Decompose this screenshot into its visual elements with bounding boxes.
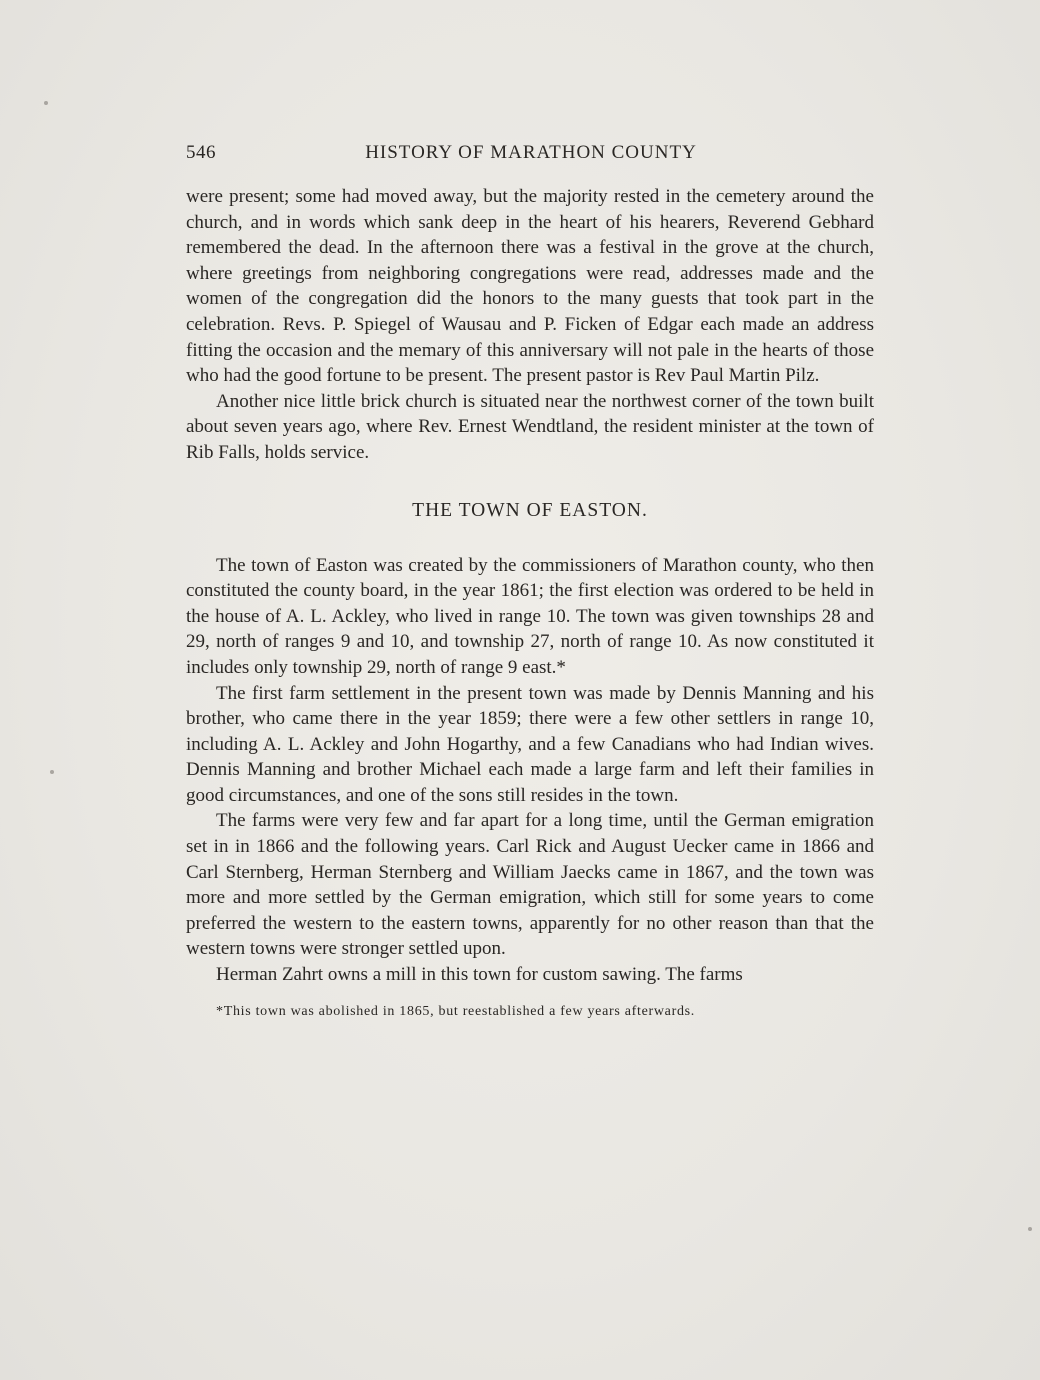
paragraph-german-emigration: The farms were very few and far apart for a long time, until the German emigration set in in 1866 and the following years. Carl Rick and August Uecker came in 1866 and Carl Sternberg, Herman Sternberg and William Jaecks came in 1867, and the town was more and more settled by the German emigration, which still for some years to come preferred the western to the eastern towns, apparently for no other reason than that the western towns were stronger settled upon.: [186, 810, 874, 960]
paper-speck: [1028, 1227, 1032, 1231]
paragraph-mill: Herman Zahrt owns a mill in this town for custom sawing. The farms: [216, 964, 743, 986]
page-number: 546: [186, 142, 216, 163]
paragraph-town-created: The town of Easton was created by the commissioners of Marathon county, who then constituted the county board, in the year 1861; the first election was ordered to be held in the house of A. L. Ackley, who lived in range 10. The town was given townships 28 and 29, north of ranges 9 and 10, and township 27, north of range 10. As now constituted it includes only township 29, north of range 9 east.*: [186, 554, 874, 678]
running-title: HISTORY OF MARATHON COUNTY: [365, 142, 697, 163]
section-heading: THE TOWN OF EASTON.: [412, 499, 648, 521]
paragraph-continued: were present; some had moved away, but the majority rested in the cemetery around the church, and in words which sank deep in the heart of his hearers, Reverend Gebhard remembered the dead. In the afternoon there was a festival in the grove at the church, where greetings from neighboring congregations were read, addresses made and the women of the congregation did the honors to the many guests that took part in the celebration. Revs. P. Spiegel of Wausau and P. Ficken of Edgar each made an address fitting the occasion and the memary of this anniversary will not pale in the hearts of those who had the good fortune to be present. The present pastor is Rev Paul Martin Pilz.: [186, 186, 874, 387]
footnote: *This town was abolished in 1865, but reestablished a few years afterwards.: [216, 1003, 695, 1019]
paragraph-brick-church: Another nice little brick church is situated near the northwest corner of the town built about seven years ago, where Rev. Ernest Wendtland, the resident minister at the town of Rib Falls, holds service.: [186, 390, 874, 463]
paper-speck: [50, 770, 54, 774]
page-header: [186, 142, 876, 170]
paper-speck: [44, 101, 48, 105]
body-text: [186, 184, 874, 1022]
paragraph-first-settlement: The first farm settlement in the present town was made by Dennis Manning and his brother, who came there in the year 1859; there were a few other settlers in range 10, including A. L. Ackley and John Hogarthy, and a few Canadians who had Indian wives. Dennis Manning and brother Michael each made a large farm and left their families in good circumstances, and one of the sons still resides in the town.: [186, 682, 874, 806]
